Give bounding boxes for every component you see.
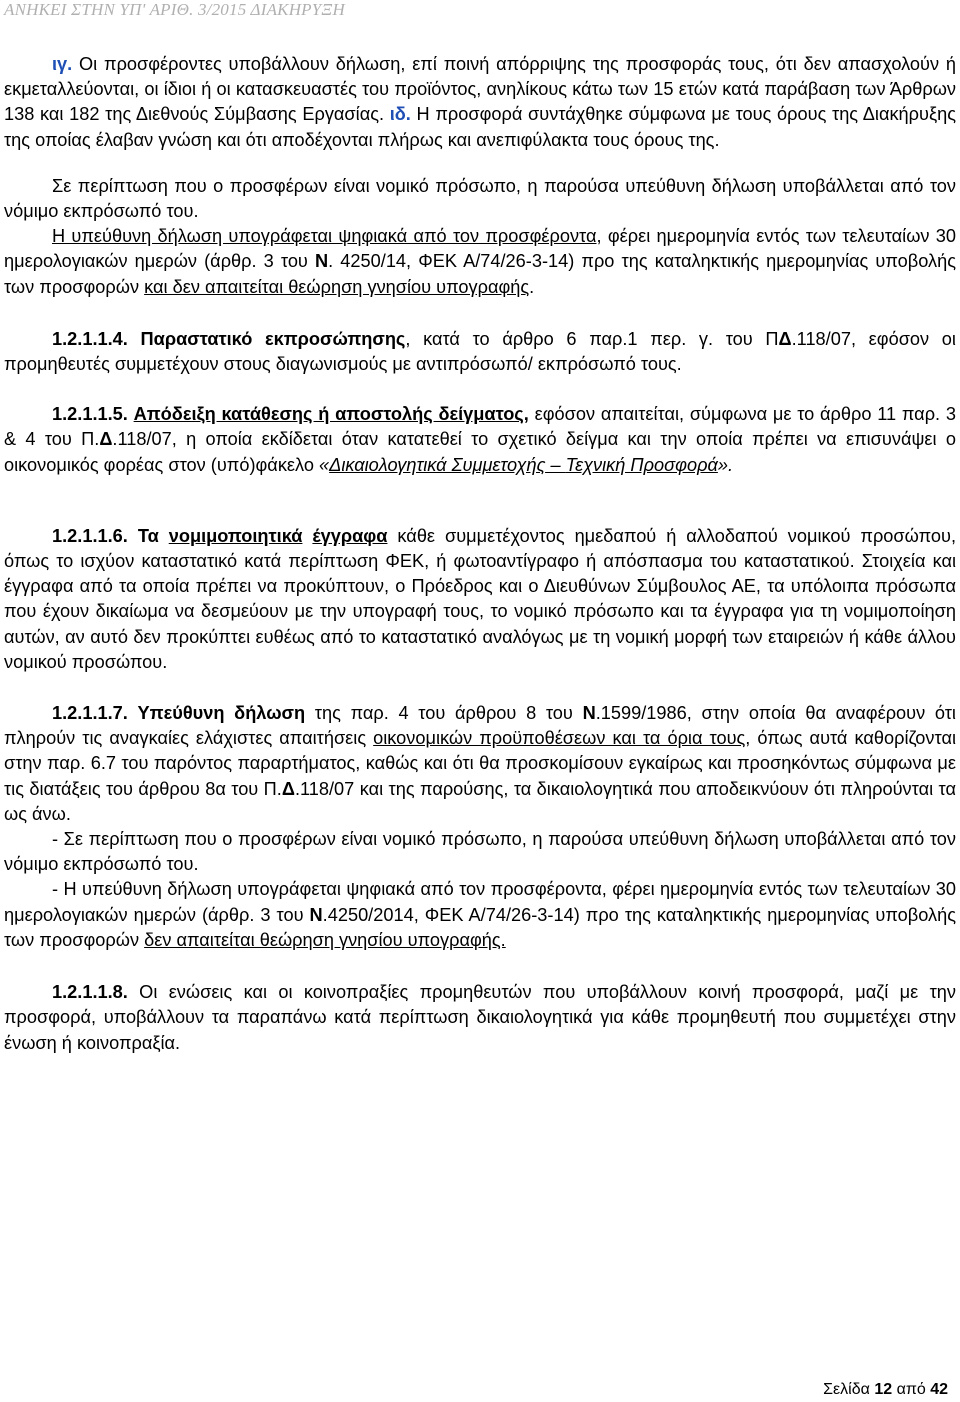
- total-pages: 42: [930, 1381, 948, 1398]
- item-label-iy: ιγ.: [52, 54, 73, 74]
- page-footer: Σελίδα 12 από 42: [823, 1381, 948, 1398]
- section-title: Απόδειξη κατάθεσης ή αποστολής δείγματος,: [133, 404, 529, 425]
- section-1-2-1-1-8: 1.2.1.1.8. Οι ενώσεις και οι κοινοπραξίες προμηθευτών που υποβάλλουν κοινή προσφορά, μαζί με την προσφορά, υποβάλλουν τα παραπάνω κατά περίπτωση δικαιολογητικά για κάθε προμηθευτή που συμμετέχει στην ένωση ή κοινοπραξία.: [4, 982, 956, 1053]
- bullet-digital-signature: - Η υπεύθυνη δήλωση υπογράφεται ψηφιακά από τον προσφέροντα, φέρει ημερομηνία εντός των τελευταίων 30 ημερολογιακών ημερών (άρθρ. 3 του Ν.4250/2014, ΦΕΚ Α/74/26-3-14) προ της καταληκτικής ημερομηνίας υποβολής των προσφορών δεν απαιτείται θεώρηση γνησίου υπογραφής.: [4, 879, 956, 950]
- section-number: 1.2.1.1.8.: [52, 982, 128, 1003]
- paragraph-iy: [4, 52, 956, 153]
- section-title: Παραστατικό εκπροσώπησης: [140, 328, 406, 349]
- document-body: [4, 52, 956, 1056]
- item-label-id: ιδ.: [389, 104, 411, 125]
- section-number: 1.2.1.1.6.: [52, 525, 128, 546]
- section-number: 1.2.1.1.7.: [52, 703, 128, 724]
- current-page: 12: [874, 1381, 893, 1398]
- section-title: νομιμοποιητικά: [168, 525, 303, 546]
- section-1-2-1-1-7: 1.2.1.1.7. Υπεύθυνη δήλωση της παρ. 4 του άρθρου 8 του Ν.1599/1986, στην οποία θα αναφέρουν ότι πληρούν τις αναγκαίες ελάχιστες απαιτήσεις οικονομικών προϋποθέσεων και τα όρια τους, όπως αυτά καθορίζονται στην παρ. 6.7 του παρόντος παραρτήματος, καθώς και ότι θα προσκομίσουν εγκαίρως και προσηκόντως σύμφωνα με τις διατάξεις του άρθρου 8α του Π.Δ.118/07 και της παρούσης, τα δικαιολογητικά που αποδεικνύουν ότι πληρούνται τα ως άνω.: [4, 703, 956, 824]
- section-number: 1.2.1.1.5.: [52, 404, 128, 425]
- paragraph-id-text: Η προσφορά συντάχθηκε σύμφωνα με τους όρους της Διακήρυξης της οποίας έλαβαν γνώση και ότι αποδέχονται πλήρως και ανεπιφύλακτα τους όρους της.: [4, 104, 956, 150]
- section-1-2-1-1-4: 1.2.1.1.4. Παραστατικό εκπροσώπησης, κατά το άρθρο 6 παρ.1 περ. γ. του ΠΔ.118/07, εφόσον οι προμηθευτές συμμετέχουν στους διαγωνισμούς με αντιπρόσωπό/ εκπρόσωπό τους.: [4, 328, 956, 375]
- signature-no-certification-text: και δεν απαιτείται θεώρηση γνησίου υπογραφής: [144, 276, 530, 297]
- envelope-name-part2: Τεχνική Προσφορά: [565, 454, 718, 475]
- paragraph-signature: Η υπεύθυνη δήλωση υπογράφεται ψηφιακά από τον προσφέροντα, φέρει ημερομηνία εντός των τελευταίων 30 ημερολογιακών ημερών (άρθρ. 3 του Ν. 4250/14, ΦΕΚ Α/74/26-3-14) προ της καταληκτικής ημερομηνίας υποβολής των προσφορών και δεν απαιτείται θεώρηση γνησίου υπογραφής.: [4, 226, 956, 297]
- envelope-name-part1: Δικαιολογητικά Συμμετοχής: [329, 454, 546, 475]
- signature-underlined-text: Η υπεύθυνη δήλωση υπογράφεται ψηφιακά από τον προσφέροντα: [52, 226, 597, 247]
- economic-requirements-text: οικονομικών προϋποθέσεων και τα όρια τους: [373, 728, 746, 749]
- section-1-2-1-1-5: 1.2.1.1.5. Απόδειξη κατάθεσης ή αποστολής δείγματος, εφόσον απαιτείται, σύμφωνα με το άρθρο 11 παρ. 3 & 4 του Π.Δ.118/07, η οποία εκδίδεται όταν κατατεθεί το σχετικό δείγμα και την οποία πρέπει να επισυνάψει ο οικονομικός φορέας στον (υπό)φάκελο «Δικαιολογητικά Συμμετοχής – Τεχνική Προσφορά».: [4, 404, 956, 475]
- section-title: Υπεύθυνη δήλωση: [137, 703, 306, 724]
- paragraph-legal-entity: Σε περίπτωση που ο προσφέρων είναι νομικό πρόσωπο, η παρούσα υπεύθυνη δήλωση υποβάλλεται από τον νόμιμο εκπρόσωπό του.: [4, 175, 956, 222]
- section-number: 1.2.1.1.4.: [52, 328, 128, 349]
- page-header: ΑΝΗΚΕΙ ΣΤΗΝ ΥΠ' ΑΡΙΘ. 3/2015 ΔΙΑΚΗΡΥΞΗ: [4, 0, 345, 19]
- paragraph-iy-text: Οι προσφέροντες υποβάλλουν δήλωση, επί ποινή απόρριψης της προσφοράς τους, ότι δεν απασχολούν ή εκμεταλλεύονται, οι ίδιοι ή οι κατασκευαστές του προϊόντος, ανηλίκους κάτω των 15 ετών κατά παράβαση των Άρθρων 138 και 182 της Διεθνούς Σύμβασης Εργασίας.: [4, 54, 956, 125]
- section-1-2-1-1-6: 1.2.1.1.6. Τα νομιμοποιητικά έγγραφα κάθε συμμετέχοντος ημεδαπού ή αλλοδαπού νομικού προσώπου, όπως το ισχύον καταστατικό κατά περίπτωση ΦΕΚ, ή φωτοαντίγραφο ή απόσπασμα του καταστατικού. Στοιχεία και έγγραφα από τα οποία πρέπει να προκύπτουν, ο Πρόεδρος και ο Διευθύνων Σύμβουλος ΑΕ, τα υπόλοιπα πρόσωπα που έχουν δικαίωμα να δεσμεύουν με την υπογραφή τους, το νομικό πρόσωπο και τα έγγραφα για τη νομιμοποίηση αυτών, αν αυτό δεν προκύπτει ευθέως από το καταστατικό αναλόγως με τη νομική μορφή των εταιρειών ή κάθε άλλου νομικού προσώπου.: [4, 525, 956, 672]
- bullet-legal-entity: - Σε περίπτωση που ο προσφέρων είναι νομικό πρόσωπο, η παρούσα υπεύθυνη δήλωση υποβάλλεται από τον νόμιμο εκπρόσωπό του.: [4, 829, 956, 875]
